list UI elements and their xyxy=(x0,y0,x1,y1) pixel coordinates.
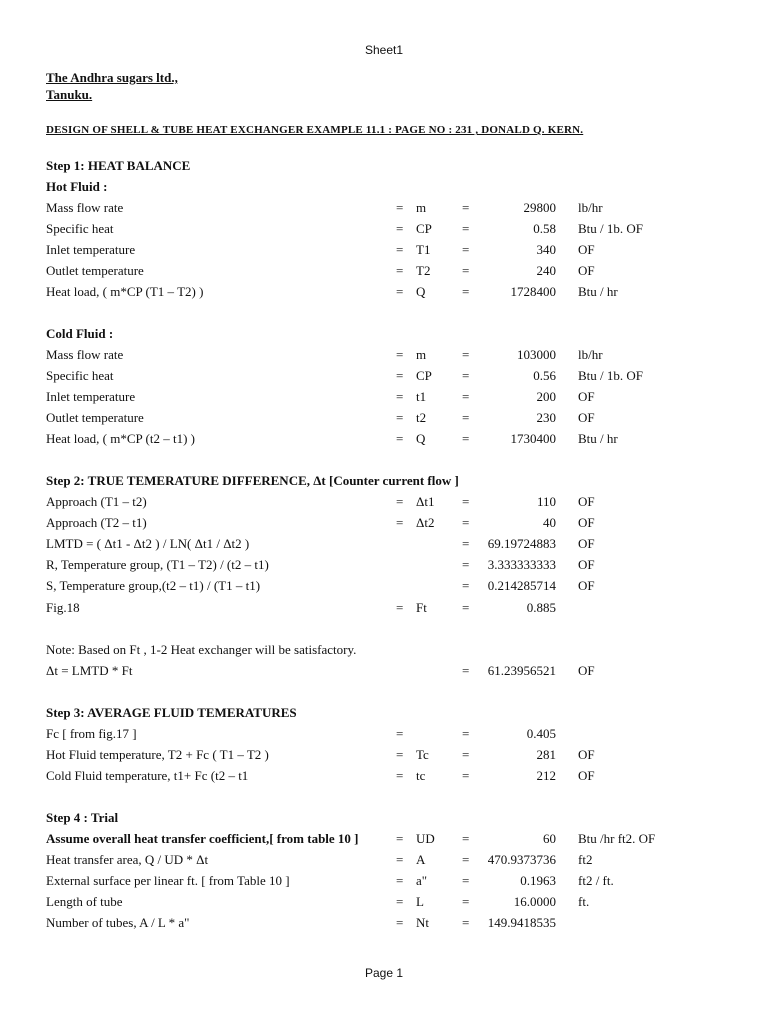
row-equals: = xyxy=(396,600,404,615)
row-unit: lb/hr xyxy=(578,347,603,362)
row-equals: = xyxy=(462,831,470,846)
row-unit: OF xyxy=(578,263,595,278)
row-value: 340 xyxy=(536,242,556,257)
row-unit: OF xyxy=(578,578,595,593)
row-label: Specific heat xyxy=(46,221,114,236)
row-label: LMTD = ( Δt1 - Δt2 ) / LN( Δt1 / Δt2 ) xyxy=(46,536,250,551)
row-equals: = xyxy=(462,284,470,299)
cold-heat-load-row xyxy=(0,431,768,447)
row-equals: = xyxy=(462,578,470,593)
row-label: Fig.18 xyxy=(46,600,80,615)
row-label: Heat load, ( m*CP (T1 – T2) ) xyxy=(46,284,204,299)
row-label: Inlet temperature xyxy=(46,389,136,404)
fig18-row xyxy=(0,600,768,616)
row-symbol: L xyxy=(416,894,424,909)
row-equals: = xyxy=(396,221,404,236)
row-unit: Btu / 1b. OF xyxy=(578,221,644,236)
row-label: Length of tube xyxy=(46,894,123,909)
row-equals: = xyxy=(462,873,470,888)
page-footer: Page 1 xyxy=(364,966,404,980)
row-unit: OF xyxy=(578,389,595,404)
hot-heat-load-row xyxy=(0,284,768,300)
lmtd-row xyxy=(0,536,768,552)
s-group-row xyxy=(0,578,768,594)
design-title: DESIGN OF SHELL & TUBE HEAT EXCHANGER EXAMPLE 11.1 : PAGE NO : 231 , DONALD Q. KERN. xyxy=(46,124,584,136)
approach1-row xyxy=(0,494,768,510)
row-value: 69.19724883 xyxy=(487,536,556,551)
row-unit: Btu / hr xyxy=(578,284,618,299)
row-symbol: Q xyxy=(416,431,426,446)
row-equals: = xyxy=(462,494,470,509)
fc-row xyxy=(0,726,768,742)
cold-mass-flow-row xyxy=(0,347,768,363)
row-symbol: a" xyxy=(416,873,428,888)
row-unit: OF xyxy=(578,410,595,425)
row-label: Number of tubes, A / L * a" xyxy=(46,915,190,930)
row-equals: = xyxy=(462,852,470,867)
row-value: 281 xyxy=(536,747,556,762)
corrected-dt-row xyxy=(0,663,768,679)
hot-specific-heat-row xyxy=(0,221,768,237)
row-equals: = xyxy=(396,831,404,846)
row-equals: = xyxy=(462,200,470,215)
row-equals: = xyxy=(462,600,470,615)
row-equals: = xyxy=(396,747,404,762)
tube-length-row xyxy=(0,894,768,910)
row-equals: = xyxy=(462,663,470,678)
row-equals: = xyxy=(396,726,404,741)
row-equals: = xyxy=(462,410,470,425)
step4-heading: Step 4 : Trial xyxy=(46,810,119,825)
ft-note: Note: Based on Ft , 1-2 Heat exchanger will be satisfactory. xyxy=(46,642,357,657)
row-symbol: A xyxy=(416,852,426,867)
row-unit: ft. xyxy=(578,894,590,909)
row-value: 103000 xyxy=(517,347,556,362)
row-unit: OF xyxy=(578,768,595,783)
row-value: 149.9418535 xyxy=(487,915,556,930)
row-equals: = xyxy=(396,873,404,888)
row-label: Fc [ from fig.17 ] xyxy=(46,726,137,741)
step1-heading: Step 1: HEAT BALANCE xyxy=(46,158,191,173)
row-label: Inlet temperature xyxy=(46,242,136,257)
row-value: 470.9373736 xyxy=(487,852,556,867)
assume-ud-row xyxy=(0,831,768,847)
row-value: 0.1963 xyxy=(520,873,556,888)
row-label: Δt = LMTD * Ft xyxy=(46,663,133,678)
row-equals: = xyxy=(396,515,404,530)
row-value: 29800 xyxy=(523,200,556,215)
row-equals: = xyxy=(462,747,470,762)
row-equals: = xyxy=(396,410,404,425)
row-equals: = xyxy=(462,726,470,741)
row-value: 60 xyxy=(543,831,556,846)
row-equals: = xyxy=(396,368,404,383)
row-value: 3.333333333 xyxy=(487,557,556,572)
row-equals: = xyxy=(396,494,404,509)
row-symbol: t1 xyxy=(416,389,427,404)
row-unit: Btu / hr xyxy=(578,431,618,446)
row-equals: = xyxy=(462,221,470,236)
row-symbol: m xyxy=(416,200,427,215)
row-label: Mass flow rate xyxy=(46,347,124,362)
row-value: 0.885 xyxy=(526,600,556,615)
row-label: Mass flow rate xyxy=(46,200,124,215)
step2-heading: Step 2: TRUE TEMERATURE DIFFERENCE, Δt [Counter current flow ] xyxy=(46,473,459,488)
hot-inlet-temp-row xyxy=(0,242,768,258)
r-group-row xyxy=(0,557,768,573)
row-unit: OF xyxy=(578,747,595,762)
row-value: 240 xyxy=(536,263,556,278)
row-label: Outlet temperature xyxy=(46,410,144,425)
row-value: 40 xyxy=(543,515,556,530)
row-equals: = xyxy=(396,389,404,404)
row-symbol: m xyxy=(416,347,427,362)
cold-fluid-heading: Cold Fluid : xyxy=(46,326,114,341)
number-of-tubes-row xyxy=(0,915,768,931)
row-equals: = xyxy=(462,536,470,551)
row-label: S, Temperature group,(t2 – t1) / (T1 – t1) xyxy=(46,578,261,593)
hot-fluid-heading: Hot Fluid : xyxy=(46,179,108,194)
row-label: Specific heat xyxy=(46,368,114,383)
row-symbol: Nt xyxy=(416,915,429,930)
row-equals: = xyxy=(396,768,404,783)
row-unit: lb/hr xyxy=(578,200,603,215)
row-value: 0.56 xyxy=(533,368,556,383)
row-value: 0.214285714 xyxy=(487,578,556,593)
row-symbol: T2 xyxy=(416,263,431,278)
row-symbol: Ft xyxy=(416,600,427,615)
row-label: Hot Fluid temperature, T2 + Fc ( T1 – T2 ) xyxy=(46,747,269,762)
row-value: 200 xyxy=(536,389,556,404)
row-value: 110 xyxy=(536,494,556,509)
row-symbol: t2 xyxy=(416,410,427,425)
row-equals: = xyxy=(396,284,404,299)
row-unit: OF xyxy=(578,663,595,678)
cold-inlet-temp-row xyxy=(0,389,768,405)
row-label: External surface per linear ft. [ from Table 10 ] xyxy=(46,873,290,888)
row-label: Cold Fluid temperature, t1+ Fc (t2 – t1 xyxy=(46,768,249,783)
row-symbol: Δt2 xyxy=(416,515,435,530)
row-unit: OF xyxy=(578,536,595,551)
row-equals: = xyxy=(396,431,404,446)
row-label: Assume overall heat transfer coefficient,[ from table 10 ] xyxy=(46,831,359,846)
row-equals: = xyxy=(396,894,404,909)
company-location: Tanuku. xyxy=(46,87,93,102)
row-equals: = xyxy=(396,347,404,362)
row-unit: ft2 / ft. xyxy=(578,873,614,888)
row-equals: = xyxy=(462,894,470,909)
row-equals: = xyxy=(462,242,470,257)
row-label: Outlet temperature xyxy=(46,263,144,278)
row-unit: Btu / 1b. OF xyxy=(578,368,644,383)
sheet-header: Sheet1 xyxy=(364,43,404,57)
row-label: Heat transfer area, Q / UD * Δt xyxy=(46,852,209,867)
row-value: 0.405 xyxy=(526,726,556,741)
row-equals: = xyxy=(462,768,470,783)
row-value: 230 xyxy=(536,410,556,425)
cold-avg-temp-row xyxy=(0,768,768,784)
row-unit: OF xyxy=(578,515,595,530)
row-equals: = xyxy=(396,852,404,867)
row-label: R, Temperature group, (T1 – T2) / (t2 – t1) xyxy=(46,557,269,572)
row-equals: = xyxy=(462,263,470,278)
hot-outlet-temp-row xyxy=(0,263,768,279)
approach2-row xyxy=(0,515,768,531)
heat-transfer-area-row xyxy=(0,852,768,868)
row-symbol: CP xyxy=(416,221,432,236)
row-symbol: CP xyxy=(416,368,432,383)
hot-avg-temp-row xyxy=(0,747,768,763)
row-equals: = xyxy=(396,915,404,930)
hot-mass-flow-row xyxy=(0,200,768,216)
row-symbol: UD xyxy=(416,831,435,846)
row-symbol: tc xyxy=(416,768,426,783)
step3-heading: Step 3: AVERAGE FLUID TEMERATURES xyxy=(46,705,297,720)
row-value: 1728400 xyxy=(510,284,556,299)
row-unit: OF xyxy=(578,242,595,257)
row-equals: = xyxy=(396,242,404,257)
row-label: Heat load, ( m*CP (t2 – t1) ) xyxy=(46,431,195,446)
cold-specific-heat-row xyxy=(0,368,768,384)
row-value: 61.23956521 xyxy=(487,663,556,678)
row-symbol: Δt1 xyxy=(416,494,435,509)
row-unit: Btu /hr ft2. OF xyxy=(578,831,656,846)
row-label: Approach (T2 – t1) xyxy=(46,515,147,530)
row-value: 1730400 xyxy=(510,431,556,446)
row-equals: = xyxy=(462,389,470,404)
row-symbol: Tc xyxy=(416,747,429,762)
row-unit: ft2 xyxy=(578,852,593,867)
row-equals: = xyxy=(462,557,470,572)
row-label: Approach (T1 – t2) xyxy=(46,494,147,509)
row-value: 212 xyxy=(536,768,556,783)
row-equals: = xyxy=(462,347,470,362)
row-unit: OF xyxy=(578,557,595,572)
row-equals: = xyxy=(396,263,404,278)
row-equals: = xyxy=(462,431,470,446)
row-equals: = xyxy=(462,515,470,530)
row-unit: OF xyxy=(578,494,595,509)
row-value: 16.0000 xyxy=(513,894,556,909)
row-equals: = xyxy=(462,915,470,930)
row-value: 0.58 xyxy=(533,221,556,236)
external-surface-row xyxy=(0,873,768,889)
row-equals: = xyxy=(462,368,470,383)
row-symbol: Q xyxy=(416,284,426,299)
row-equals: = xyxy=(396,200,404,215)
company-name: The Andhra sugars ltd., xyxy=(46,70,178,85)
cold-outlet-temp-row xyxy=(0,410,768,426)
row-symbol: T1 xyxy=(416,242,431,257)
